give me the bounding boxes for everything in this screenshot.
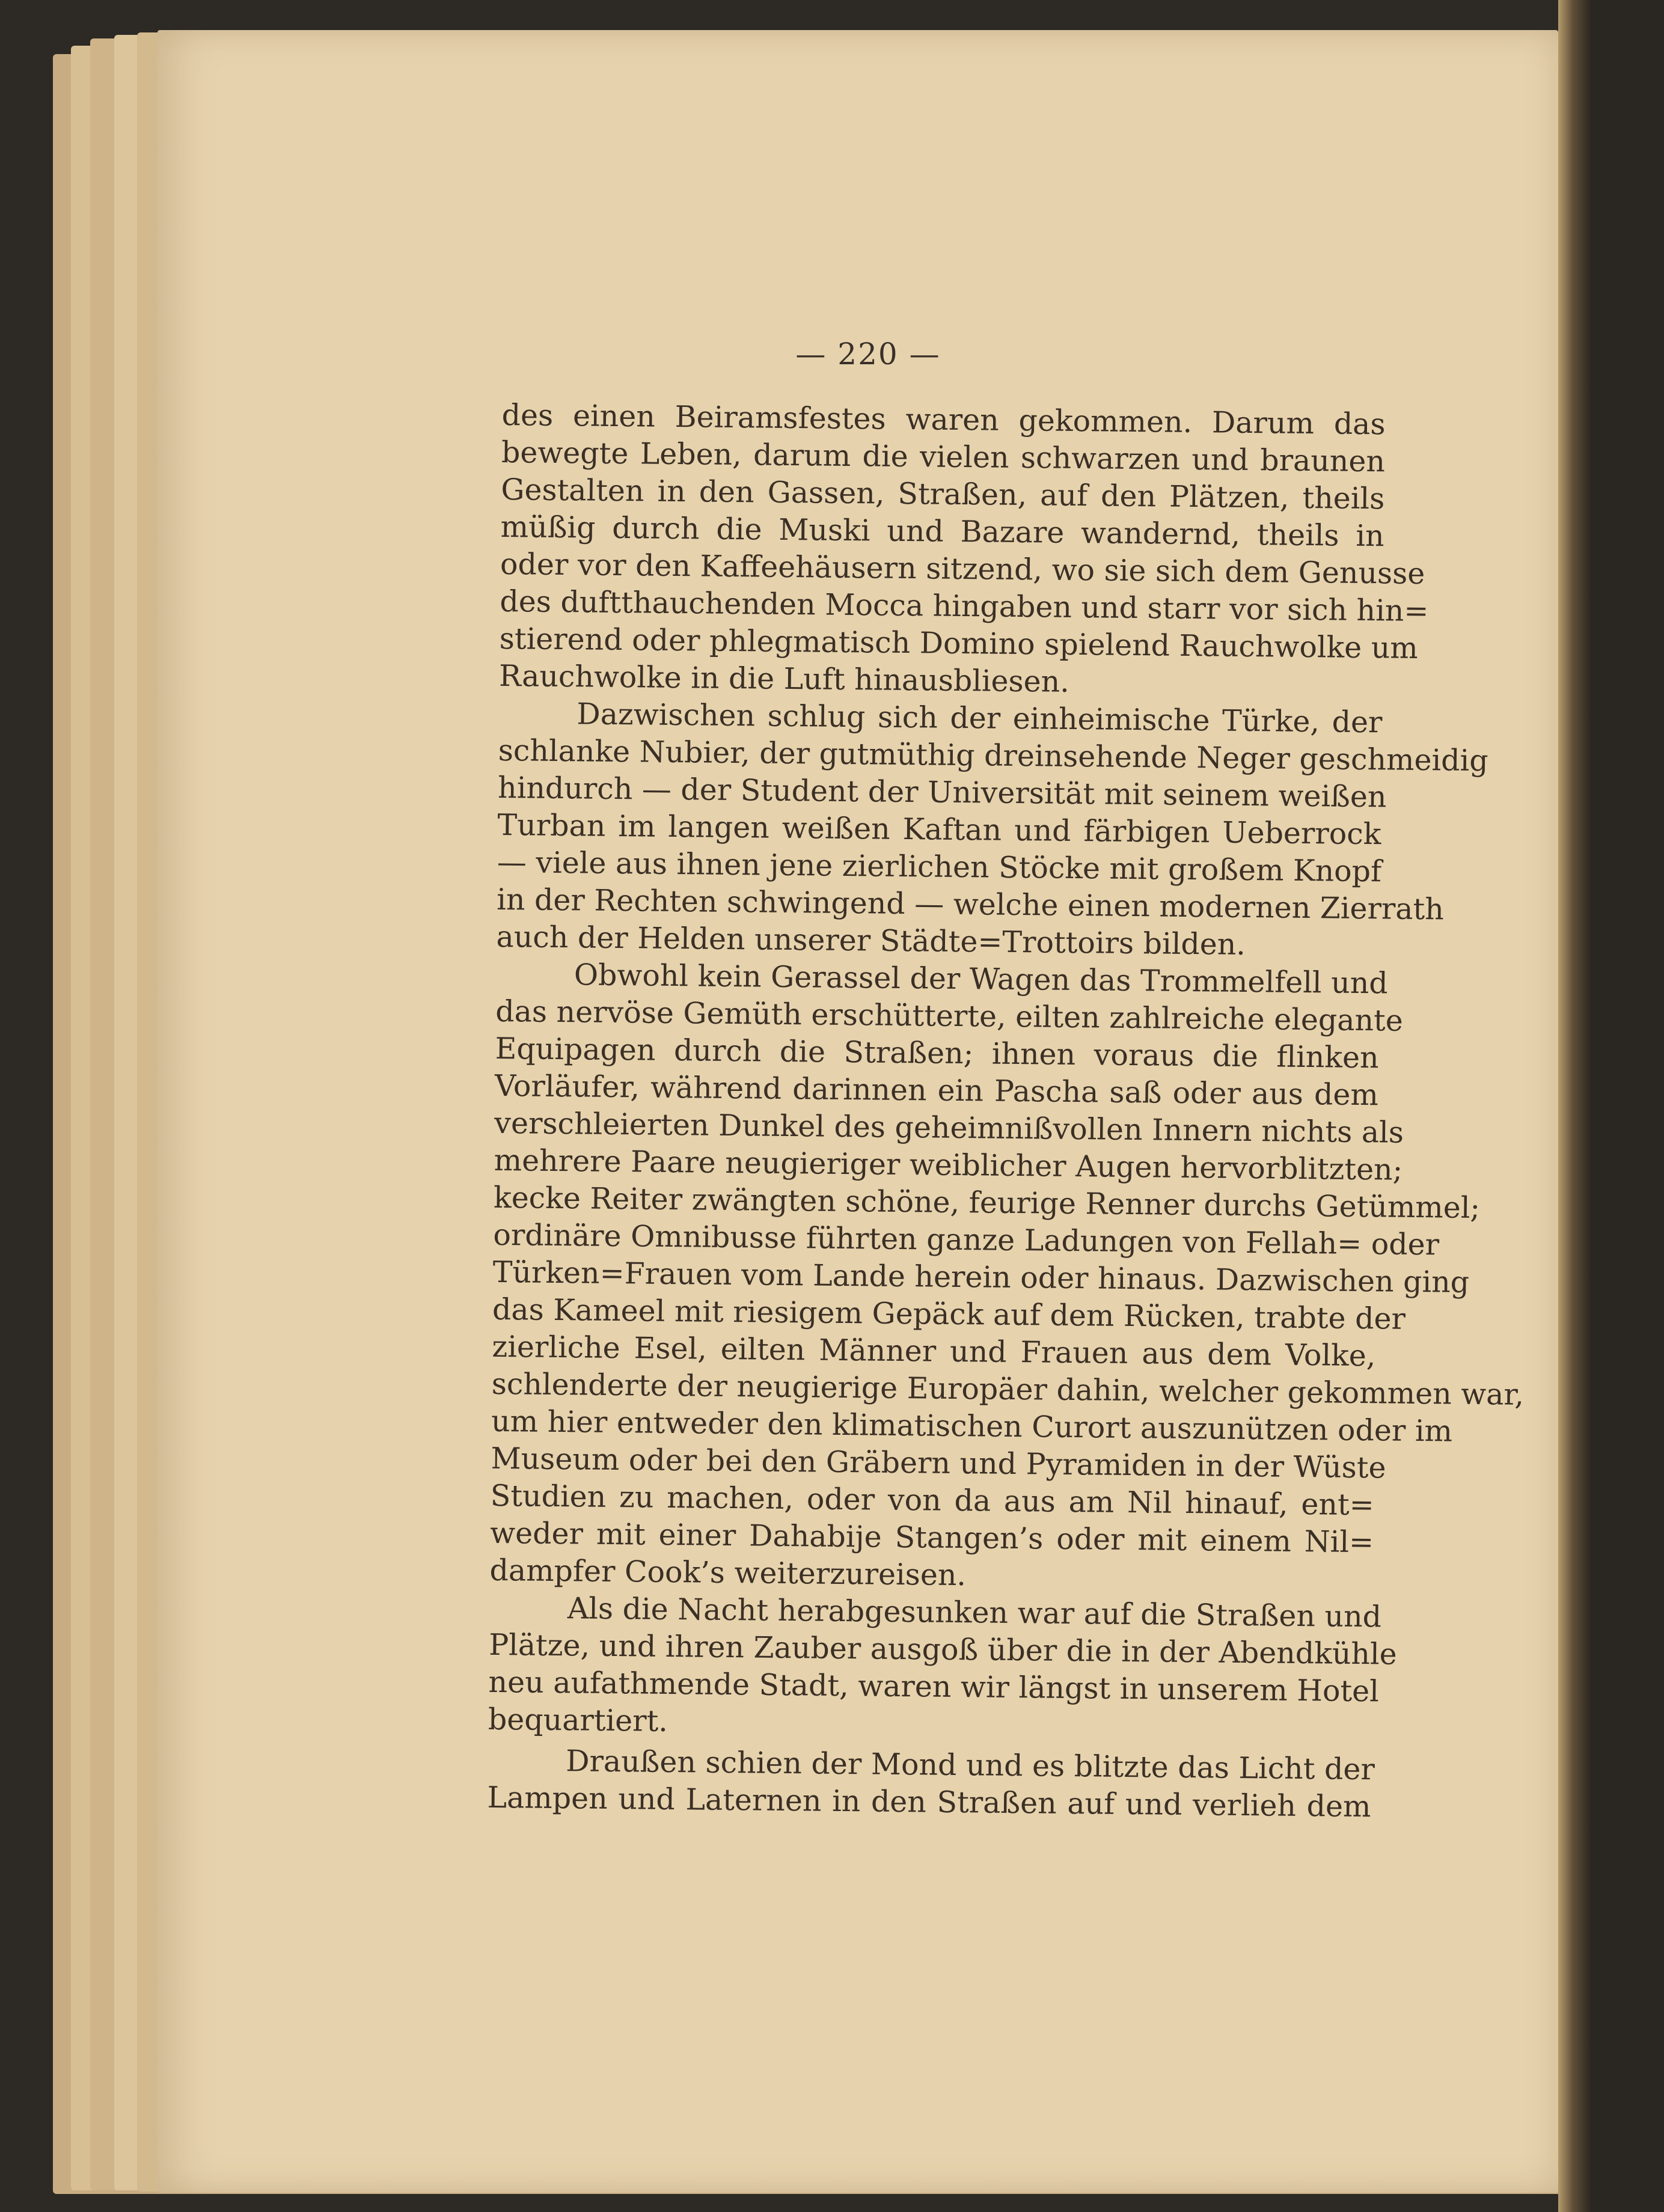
- text-line: Rauchwolke in die Luft hinausbliesen.: [498, 658, 1070, 699]
- text-line: — viele aus ihnen jene zierlichen Stöcke mit großem Knopf: [497, 845, 1382, 889]
- text-line: des einen Beiramsfestes waren gekommen. Darum das: [501, 397, 1386, 442]
- text-line: Lampen und Laternen in den Straßen auf und verlieh dem: [487, 1780, 1371, 1824]
- text-line: müßig durch die Muski und Bazare wandernd, theils in: [500, 509, 1384, 554]
- text-line: Studien zu machen, oder von da aus am Nil hinauf, ent=: [490, 1478, 1375, 1523]
- text-line: verschleierten Dunkel des geheimnißvollen Innern nichts als: [494, 1105, 1404, 1150]
- text-line: schlenderte der neugierige Europäer dahin, welcher gekommen war,: [491, 1366, 1525, 1412]
- text-line: Vorläufer, während darinnen ein Pascha saß oder aus dem: [494, 1068, 1379, 1113]
- text-line: Plätze, und ihren Zauber ausgoß über die in der Abendkühle: [488, 1627, 1397, 1672]
- text-line: Turban im langen weißen Kaftan und färbigen Ueberrock: [497, 807, 1381, 852]
- text-line: oder vor den Kaffeehäusern sitzend, wo sie sich dem Genusse: [500, 546, 1425, 591]
- text-line: zierliche Esel, eilten Männer und Frauen aus dem Volke,: [492, 1329, 1376, 1373]
- text-line: schlanke Nubier, der gutmüthig dreinsehende Neger geschmeidig: [498, 733, 1488, 778]
- text-line: Als die Nacht herabgesunken war auf die Straßen und: [567, 1591, 1382, 1634]
- book-spine: [1558, 0, 1592, 2212]
- text-line: Türken=Frauen vom Lande herein oder hinaus. Dazwischen ging: [492, 1254, 1470, 1300]
- body-text: [487, 397, 1525, 1826]
- text-line: hindurch — der Student der Universität mit seinem weißen: [497, 770, 1387, 814]
- paragraph: [496, 695, 1488, 965]
- paragraph: [488, 1589, 1397, 1747]
- text-line: Gestalten in den Gassen, Straßen, auf den Plätzen, theils: [501, 472, 1385, 516]
- page-number: — 220 —: [795, 337, 941, 371]
- text-line: kecke Reiter zwängten schöne, feurige Renner durchs Getümmel;: [493, 1180, 1481, 1226]
- paragraph: [487, 1742, 1375, 1826]
- text-line: mehrere Paare neugieriger weiblicher Augen hervorblitzten;: [494, 1143, 1403, 1187]
- text-line: bewegte Leben, darum die vielen schwarzen und braunen: [501, 435, 1386, 479]
- text-line: Draußen schien der Mond und es blitzte das Licht der: [565, 1744, 1375, 1787]
- text-line: auch der Helden unserer Städte=Trottoirs bilden.: [496, 919, 1246, 962]
- paragraph: [498, 397, 1429, 704]
- text-line: weder mit einer Dahabije Stangen’s oder mit einem Nil=: [489, 1515, 1374, 1560]
- text-line: Museum oder bei den Gräbern und Pyramiden in der Wüste: [491, 1441, 1386, 1485]
- text-line: Equipagen durch die Straßen; ihnen voraus die flinken: [495, 1031, 1379, 1075]
- text-line: bequartiert.: [488, 1702, 668, 1739]
- text-line: um hier entweder den klimatischen Curort auszunützen oder im: [491, 1404, 1453, 1449]
- text-line: das nervöse Gemüth erschütterte, eilten zahlreiche elegante: [495, 994, 1404, 1038]
- text-line: in der Rechten schwingend — welche einen modernen Zierrath: [496, 882, 1445, 927]
- text-line: Dazwischen schlug sich der einheimische Türke, der: [577, 697, 1383, 740]
- text-line: des duftthauchenden Mocca hingaben und starr vor sich hin=: [500, 584, 1429, 629]
- text-line: das Kameel mit riesigem Gepäck auf dem Rücken, trabte der: [492, 1292, 1406, 1336]
- paragraph: [489, 956, 1525, 1598]
- text-line: dampfer Cook’s weiterzureisen.: [489, 1553, 967, 1593]
- text-line: Obwohl kein Gerassel der Wagen das Trommelfell und: [574, 958, 1388, 1001]
- text-line: stierend oder phlegmatisch Domino spielend Rauchwolke um: [499, 621, 1419, 665]
- text-line: neu aufathmende Stadt, waren wir längst in unserem Hotel: [488, 1664, 1380, 1709]
- text-line: ordinäre Omnibusse führten ganze Ladungen von Fellah= oder: [493, 1217, 1440, 1262]
